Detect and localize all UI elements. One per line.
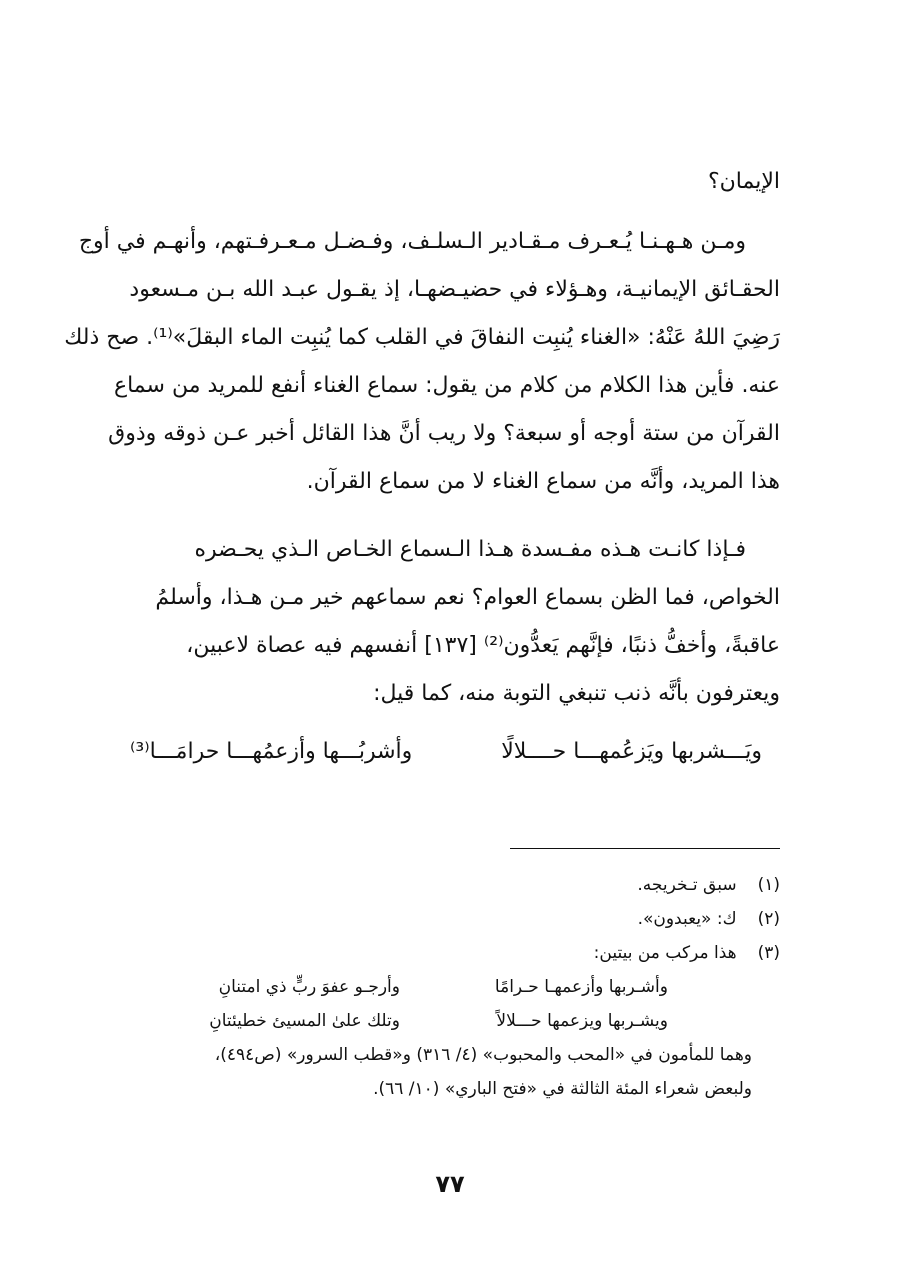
footnote-verse-hemistich: وأشـربها وأزعمهـا حـرامًا — [494, 977, 668, 997]
footnote-verse-hemistich: وأرجـو عفوَ ربٍّ ذي امتنانِ — [218, 977, 400, 997]
text-line: ويعترفون بأنَّه ذنب تنبغي التوبة منه، كما قيل: — [373, 681, 780, 706]
footnote-1 — [120, 868, 780, 902]
text-line: عنه. فأين هذا الكلام من كلام من يقول: سماع الغناء أنفع للمريد من سماع — [113, 373, 780, 398]
paragraph-1 — [64, 218, 780, 506]
footnote-divider — [510, 848, 780, 849]
footnotes — [120, 868, 780, 1106]
footnote-text: هذا مركب من بيتين: — [593, 943, 737, 963]
main-text — [120, 158, 780, 206]
footnote-verse-1 — [120, 970, 780, 1004]
text-line: القرآن من ستة أوجه أو سبعة؟ ولا ريب أنَّ هذا القائل أخبر عـن ذوقه وذوق — [108, 421, 780, 446]
verse-first-hemistich: ويَـــشربها ويَزعُمهـــا حــــلالًا — [501, 739, 762, 764]
text-line: رَضِيَ اللهُ عَنْهُ: «الغناء يُنبِت النفاقَ في القلب كما يُنبِت الماء البقلَ»⁽¹⁾. صح ذلك — [64, 325, 780, 350]
verse-second-hemistich: وأشربُـــها وأزعمُهـــا حرامَـــا⁽³⁾ — [130, 739, 413, 764]
footnote-continuation: ولبعض شعراء المئة الثالثة في «فتح الباري» (١٠/ ٦٦). — [373, 1079, 752, 1099]
poetry-verse — [120, 728, 780, 776]
footnote-text: ك: «يعبدون». — [637, 909, 737, 929]
text-line: هذا المريد، وأنَّه من سماع الغناء لا من سماع القرآن. — [306, 469, 780, 494]
footnote-continuation: وهما للمأمون في «المحب والمحبوب» (٤/ ٣١٦) و«قطب السرور» (ص٤٩٤)، — [214, 1045, 752, 1065]
opening-line — [120, 158, 780, 206]
page-number: ٧٧ — [435, 1170, 465, 1198]
text-line: الخواص، فما الظن بسماع العوام؟ نعم سماعهم خير مـن هـذا، وأسلمُ — [155, 585, 780, 610]
text-line: عاقبةً، وأخفُّ ذنبًا، فإنَّهم يَعدُّون⁽²⁾ [١٣٧] أنفسهم فيه عصاة لاعبين، — [186, 633, 780, 658]
footnote-number: (١) — [757, 875, 780, 895]
footnote-text: سبق تـخريجه. — [637, 875, 737, 895]
text-line: الإيمان؟ — [707, 169, 780, 194]
text-line: فـإذا كانـت هـذه مفـسدة هـذا الـسماع الخـاص الـذي يحـضره — [194, 537, 746, 562]
text-line: ومـن هـهـنـا يُـعـرف مـقـادير الـسلـف، وفـضـل مـعـرفـتهم، وأنهـم في أوج — [78, 229, 746, 254]
text-line: الحقـائق الإيمانيـة، وهـؤلاء في حضيـضهـا، إذ يقـول عبـد الله بـن مـسعود — [129, 277, 780, 302]
paragraph-2 — [120, 526, 780, 718]
footnote-verse-hemistich: وتلك علىٰ المسيئ خطيئتانِ — [209, 1011, 400, 1031]
footnote-number: (٣) — [757, 943, 780, 963]
footnote-verse-hemistich: ويشـربها ويزعمها حـــلالاً — [496, 1011, 668, 1031]
footnote-verse-2 — [120, 1004, 780, 1038]
footnote-3 — [120, 936, 780, 970]
footnote-2 — [120, 902, 780, 936]
footnote-number: (٢) — [757, 909, 780, 929]
